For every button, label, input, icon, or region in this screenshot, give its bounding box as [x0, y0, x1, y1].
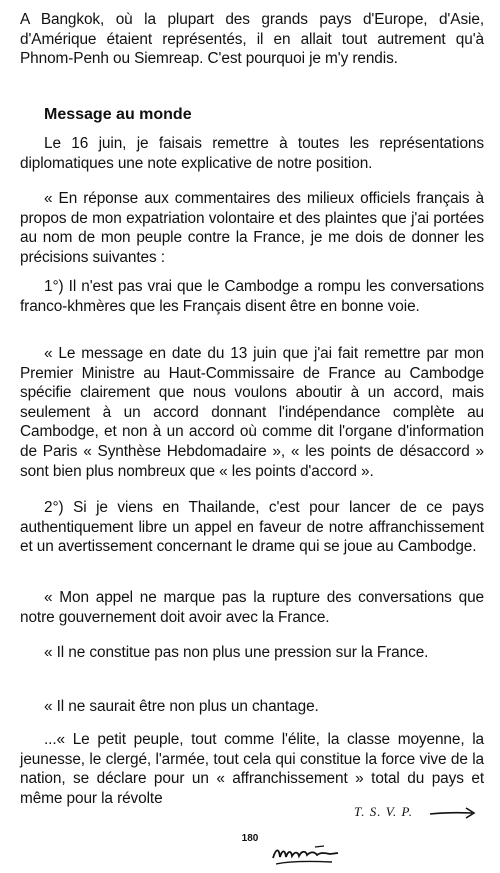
- intro-text: A Bangkok, où la plupart des grands pays d'Europe, d'Asie, d'Amérique étaient représentés, il en allait tout autrement qu'à Phnom-Penh ou Siemreap. C'est pourquoi je m'y rendis.: [20, 11, 484, 68]
- signature-icon: [270, 840, 342, 873]
- paragraph-1: [20, 134, 484, 173]
- paragraph-text: « Mon appel ne marque pas la rupture des conversations que notre gouvernement doit avoir avec la France.: [20, 589, 484, 626]
- page-number: 180: [241, 833, 259, 844]
- intro-paragraph: [20, 10, 484, 69]
- paragraph-text: 2°) Si je viens en Thailande, c'est pour lancer de ce pays authentiquement libre un appel en faveur de notre affranchissement et un avertissement concernant le drame qui se joue au Cambodge.: [20, 499, 484, 556]
- paragraph-3: [20, 277, 484, 316]
- tsvp-annotation: T. S. V. P.: [354, 804, 414, 819]
- paragraph-text: « Il ne saurait être non plus un chantage.: [44, 698, 319, 715]
- paragraph-9: [20, 730, 484, 808]
- paragraph-text: « Il ne constitue pas non plus une pression sur la France.: [44, 644, 429, 661]
- paragraph-7: [20, 643, 484, 663]
- section-heading: Message au monde: [44, 106, 192, 123]
- paragraph-text: Le 16 juin, je faisais remettre à toutes les représentations diplomatiques une note explicative de notre position.: [20, 135, 484, 172]
- right-arrow-icon: [428, 805, 478, 826]
- paragraph-6: [20, 588, 484, 627]
- paragraph-text: « Le message en date du 13 juin que j'ai fait remettre par mon Premier Ministre au Haut-Commissaire de France au Cambodge spécifie clairement que nous voulons aboutir à un accord, mais seulement à un accord donnant l'indépendance complète au Cambodge, et non à un accord où comme dit l'organe d'information de Paris « Synthèse Hebdomadaire », « les points de désaccord » sont bien plus nombreux que « les points d'accord ».: [20, 345, 484, 480]
- paragraph-text: 1°) Il n'est pas vrai que le Cambodge a rompu les conversations franco-khmères que les Français disent être en bonne voie.: [20, 278, 484, 315]
- paragraph-8: [20, 697, 484, 717]
- paragraph-text: « En réponse aux commentaires des milieux officiels français à propos de mon expatriation volontaire et des plaintes que j'ai portées au nom de mon peuple contre la France, je me dois de donner les précisions suivantes :: [20, 190, 484, 266]
- paragraph-text: ...« Le petit peuple, tout comme l'élite, la classe moyenne, la jeunesse, le clergé, l'armée, tout cela qui constitue la force vive de la nation, se déclare pour un « affranchissement » total du pays et même pour la révolte: [20, 731, 484, 807]
- paragraph-2: [20, 189, 484, 267]
- paragraph-5: [20, 498, 484, 557]
- paragraph-4: [20, 344, 484, 481]
